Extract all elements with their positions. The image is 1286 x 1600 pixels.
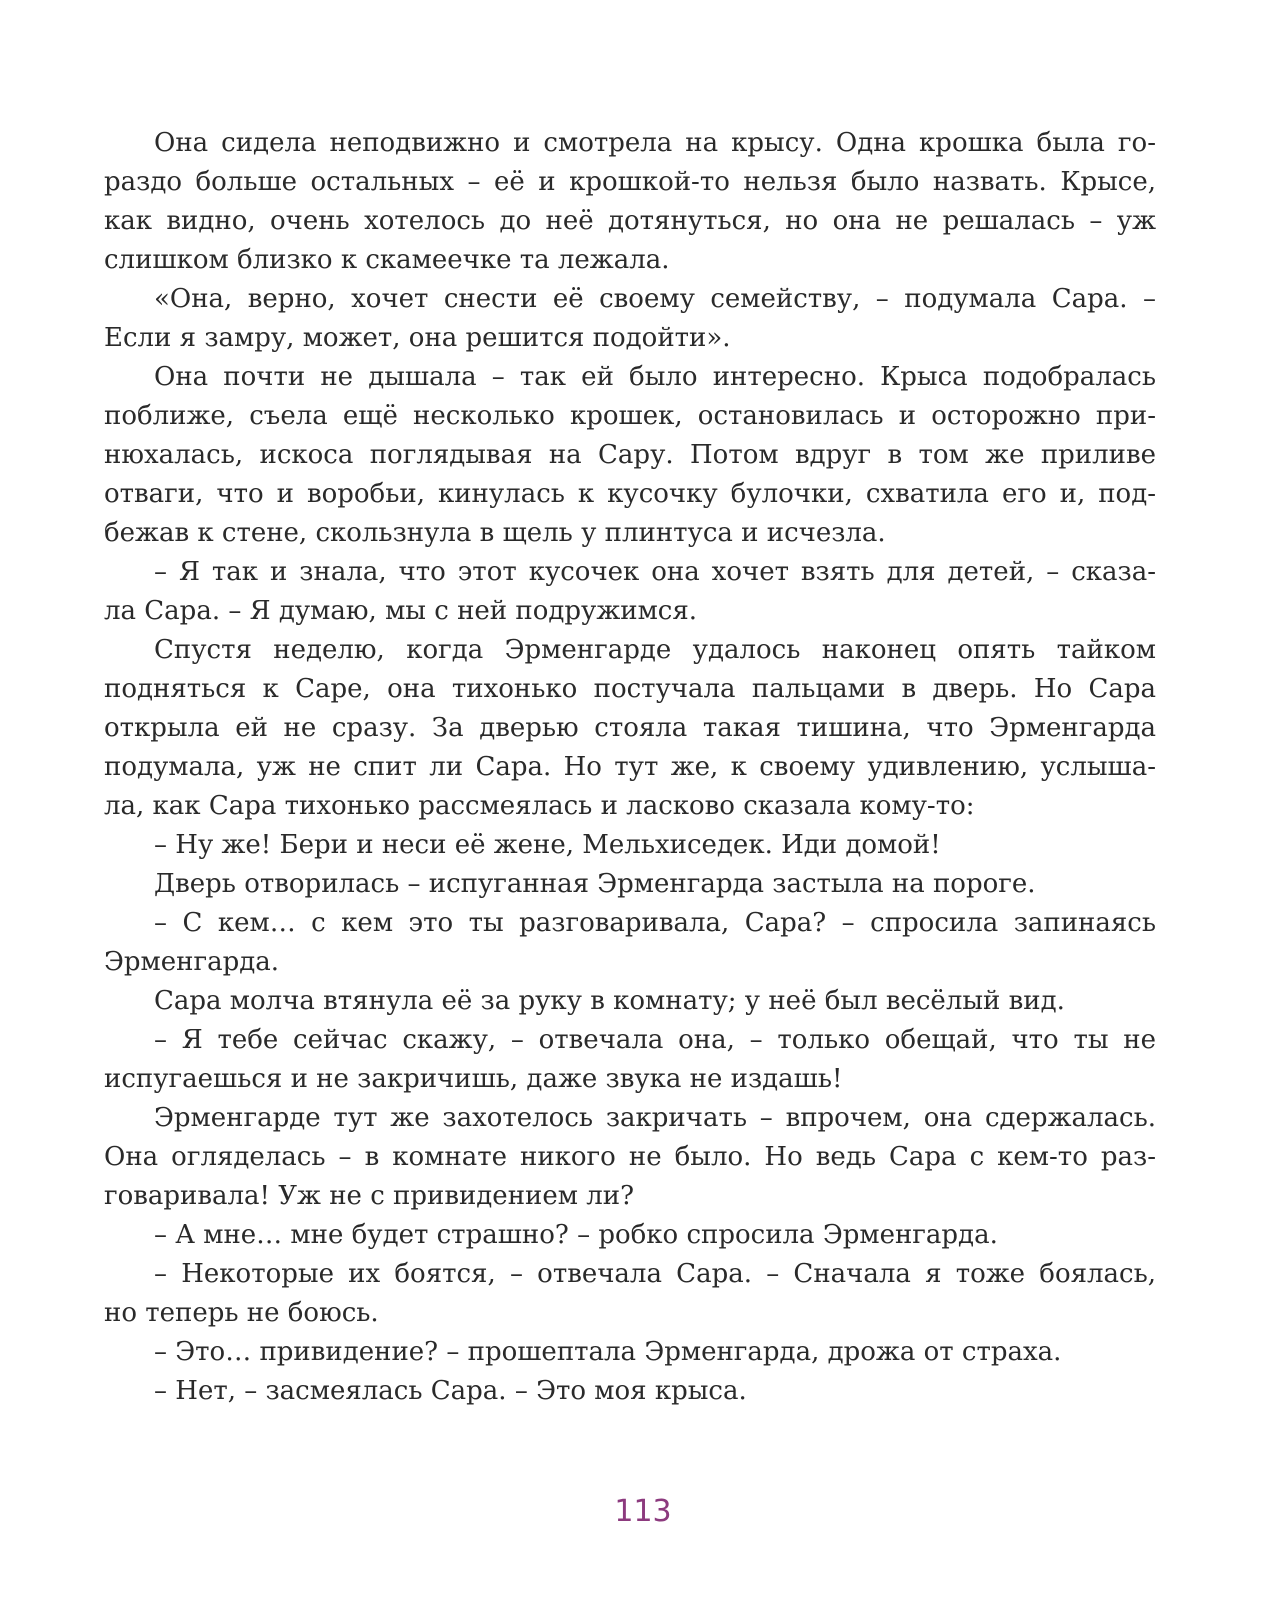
text-line: отваги, что и воробьи, кинулась к кусочку булочки, схватила его и, под- (104, 479, 1156, 509)
page-body-text (104, 124, 1156, 1434)
text-line: подумала, уж не спит ли Сара. Но тут же, к своему удивлению, услыша- (104, 752, 1156, 782)
text-line: – Я так и знала, что этот кусочек она хочет взять для детей, – сказа- (154, 557, 1156, 587)
text-line: Она сидела неподвижно и смотрела на крысу. Одна крошка была го- (154, 128, 1156, 158)
text-line: нюхалась, искоса поглядывая на Сару. Потом вдруг в том же приливе (104, 440, 1156, 470)
text-line: – Нет, – засмеялась Сара. – Это моя крыса. (154, 1376, 747, 1406)
text-line: – Некоторые их боятся, – отвечала Сара. – Сначала я тоже боялась, (154, 1259, 1156, 1289)
text-line: Эрменгарда. (104, 947, 280, 977)
text-line: Спустя неделю, когда Эрменгарде удалось наконец опять тайком (154, 635, 1156, 665)
text-line: Если я замру, может, она решится подойти». (104, 323, 731, 353)
text-line: «Она, верно, хочет снести её своему семейству, – подумала Сара. – (154, 284, 1156, 314)
text-line: – А мне… мне будет страшно? – робко спросила Эрменгарда. (154, 1220, 998, 1250)
text-line: раздо больше остальных – её и крошкой-то нельзя было назвать. Крысе, (104, 167, 1156, 197)
text-line: – С кем… с кем это ты разговаривала, Сара? – спросила запинаясь (154, 908, 1156, 938)
page-number: 113 (614, 1494, 672, 1529)
text-line: говаривала! Уж не с привидением ли? (104, 1181, 635, 1211)
text-line: Сара молча втянула её за руку в комнату; у неё был весёлый вид. (154, 986, 1065, 1016)
text-line: – Я тебе сейчас скажу, – отвечала она, – только обещай, что ты не (154, 1025, 1156, 1055)
text-line: поближе, съела ещё несколько крошек, остановилась и осторожно при- (104, 401, 1156, 431)
text-line: Эрменгарде тут же захотелось закричать – впрочем, она сдержалась. (154, 1103, 1156, 1133)
text-line: Дверь отворилась – испуганная Эрменгарда застыла на пороге. (154, 869, 1036, 899)
text-line: подняться к Саре, она тихонько постучала пальцами в дверь. Но Сара (104, 674, 1156, 704)
text-line: испугаешься и не закричишь, даже звука не издашь! (104, 1064, 843, 1094)
text-line: – Это… привидение? – прошептала Эрменгарда, дрожа от страха. (154, 1337, 1062, 1367)
text-line: как видно, очень хотелось до неё дотянуться, но она не решалась – уж (104, 206, 1156, 236)
text-line: открыла ей не сразу. За дверью стояла такая тишина, что Эрменгарда (104, 713, 1156, 743)
text-line: бежав к стене, скользнула в щель у плинтуса и исчезла. (104, 518, 886, 548)
text-line: ла, как Сара тихонько рассмеялась и ласково сказала кому-то: (104, 791, 975, 821)
text-line: – Ну же! Бери и неси её жене, Мельхиседек. Иди домой! (154, 830, 941, 860)
text-line: но теперь не боюсь. (104, 1298, 379, 1328)
text-line: слишком близко к скамеечке та лежала. (104, 245, 670, 275)
text-line: Она почти не дышала – так ей было интересно. Крыса подобралась (154, 362, 1156, 392)
text-line: Она огляделась – в комнате никого не было. Но ведь Сара с кем-то раз- (104, 1142, 1156, 1172)
text-line: ла Сара. – Я думаю, мы с ней подружимся. (104, 596, 698, 626)
